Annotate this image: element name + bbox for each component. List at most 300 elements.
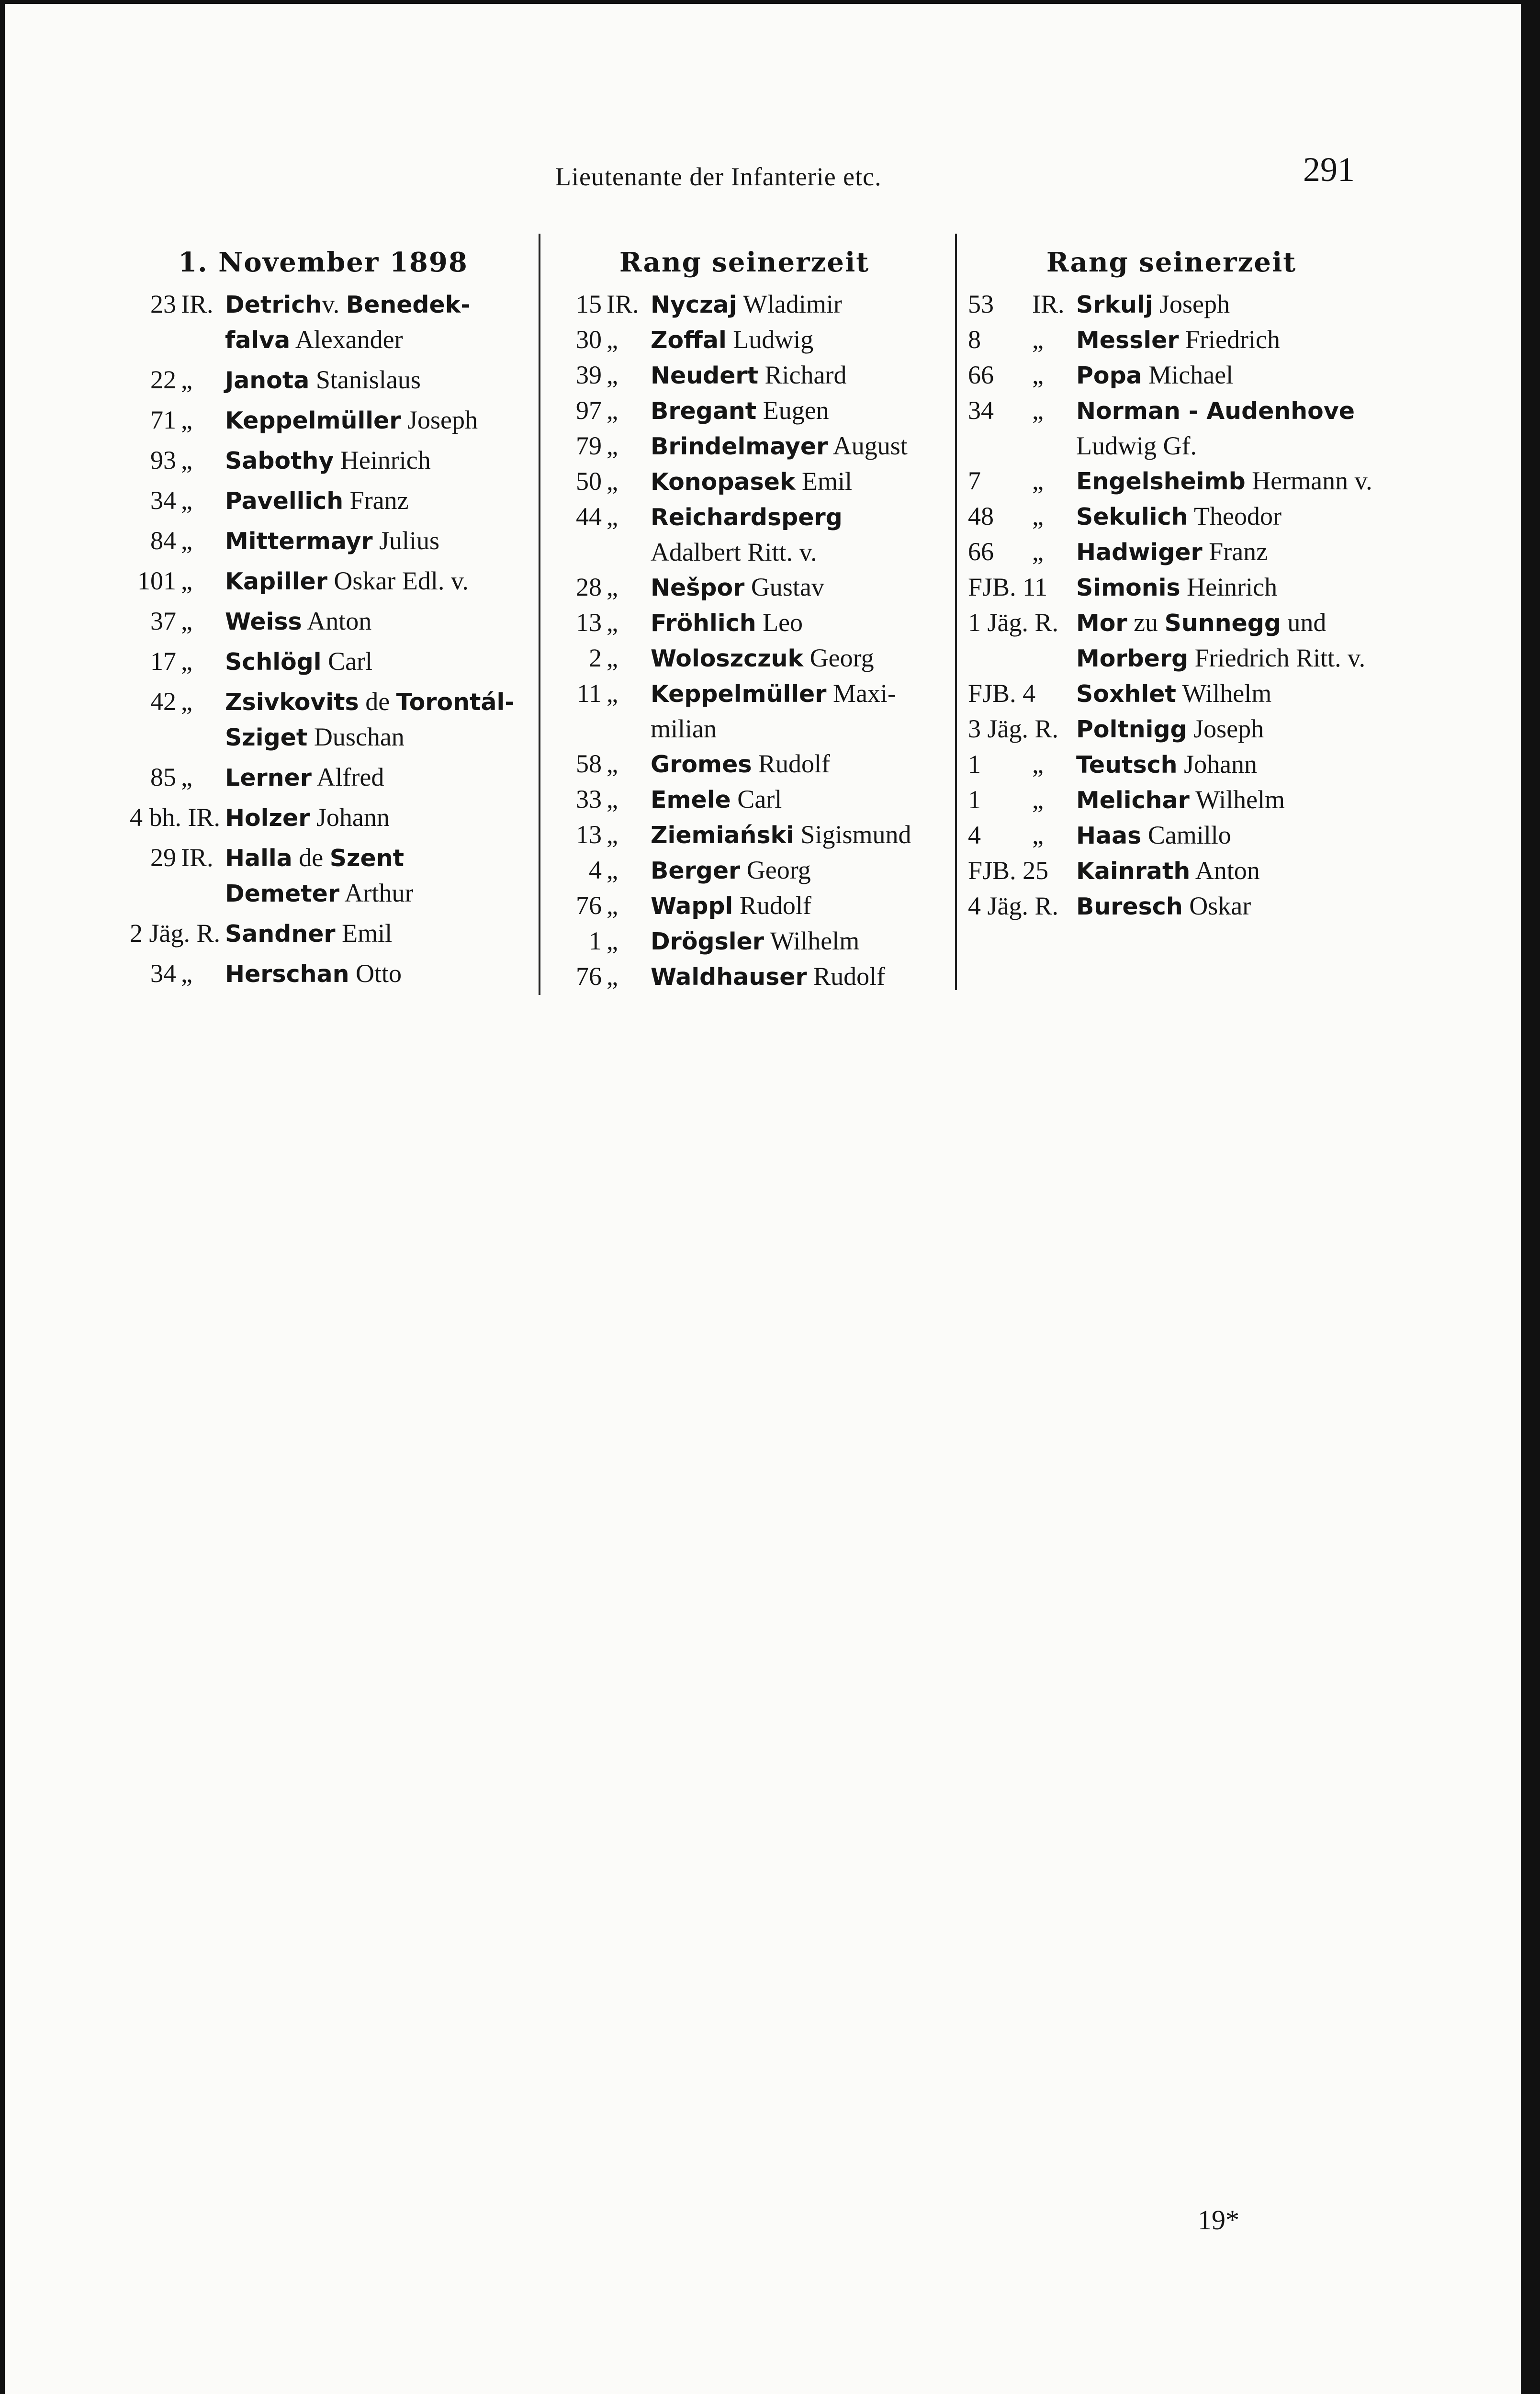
list-item [553,429,936,464]
entry-unit: IR. [181,843,214,872]
officer-given-name: Ludwig [726,325,814,354]
entry-rank: 34 [968,396,994,425]
entry-unit: „ [1032,821,1044,849]
entry-rank: 79 [576,431,602,460]
officer-given-name: Rudolf [752,749,831,778]
officer-surname: Norman - Audenhove [1076,397,1355,425]
list-item [968,393,1375,463]
officer-surname: Engelsheimb [1076,468,1246,495]
list-item [120,604,527,639]
officer-given-name: Emil [335,919,393,948]
entry-unit: „ [1032,361,1044,389]
entry-unit: „ [181,365,192,394]
entry-rank: 4 [589,856,602,884]
officer-given-name: Arthur [339,879,414,907]
list-item [553,570,936,605]
officer-surname: Sekulich [1076,503,1188,531]
entry-rank: 22 [150,365,176,394]
list-item [120,483,527,519]
column-heading: 1. November 1898 [178,247,468,278]
list-item [553,959,936,994]
list-item [968,499,1375,534]
officer-surname: Kapiller [225,568,327,595]
officer-surname: Ziemiański [651,822,794,849]
officer-surname: Mittermayr [225,528,373,555]
entry-rank: 37 [150,607,176,635]
entry-rank: FJB. 11 [968,573,1048,601]
officer-surname: Popa [1076,362,1142,389]
entry-unit: „ [181,959,192,988]
entry-rank: 84 [150,526,176,555]
entry-rank: 76 [576,962,602,991]
entry-rank: 34 [150,486,176,515]
list-item [120,644,527,679]
list-item [968,322,1375,358]
officer-surname: Detrich [225,291,322,318]
entry-name [225,564,527,599]
officer-given-name: Joseph [1153,290,1230,318]
list-item [968,534,1375,570]
entry-rank: 85 [150,763,176,791]
officer-given-name: Stanislaus [309,365,421,394]
list-item [120,362,527,398]
entry-name [225,403,527,438]
entry-unit: „ [607,431,618,460]
officer-given-name: Otto [349,959,402,988]
column-heading: Rang seinerzeit [619,247,870,278]
entry-unit: „ [607,749,618,778]
entry-name [1076,463,1375,499]
list-item [553,641,936,676]
list-item [120,916,527,951]
officer-given-name: de [359,687,396,716]
officer-surname: Sabothy [225,447,334,474]
entry-rank: 101 [137,566,176,595]
entry-unit: „ [181,647,192,676]
entry-unit: „ [607,891,618,920]
entry-rank: 13 [576,608,602,637]
officer-surname: Herschan [225,960,349,988]
entry-name [225,443,527,478]
entry-name [651,888,936,924]
entry-name [225,483,527,519]
officer-given-name: Georg [803,644,874,672]
officer-surname: Poltnigg [1076,716,1187,743]
list-item [120,956,527,992]
entry-unit: „ [1032,325,1044,354]
officer-surname: Waldhauser [651,963,807,991]
list-item [120,523,527,559]
list-item [553,782,936,817]
entry-name [651,570,936,605]
entry-name [225,840,527,911]
entry-name [651,499,936,570]
officer-surname: Bregant [651,397,757,425]
list-item [120,684,527,755]
entry-rank: 48 [968,502,994,531]
officer-surname: Keppelmüller [651,680,827,708]
officer-surname: Benedek-falva [225,291,471,354]
officer-given-name: Heinrich [1180,573,1278,601]
list-item [553,464,936,499]
officer-given-name: Ludwig Gf. [1076,431,1197,460]
entry-name [225,956,527,992]
officer-given-name: Oskar Edl. v. [327,566,469,595]
entry-rank: 42 [150,687,176,716]
entry-rank: 1 [589,926,602,955]
officer-given-name: Rudolf [733,891,811,920]
entry-name [1076,711,1375,747]
officer-given-name: Julius [372,526,440,555]
document-page [5,4,1521,2394]
entry-rank: 13 [576,820,602,849]
entry-name [1076,676,1375,711]
list-item [553,605,936,641]
entry-name [651,924,936,959]
entry-rank: 30 [576,325,602,354]
entry-rank: 29 [150,843,176,872]
column-rang-seinerzeit-2 [968,246,1375,924]
entry-rank: 23 [150,290,176,318]
officer-surname: Haas [1076,822,1142,849]
entry-rank: 76 [576,891,602,920]
officer-given-name: Theodor [1188,502,1281,531]
officer-given-name: Friedrich [1179,325,1280,354]
entry-name [225,684,527,755]
officer-surname: Zsivkovits [225,689,359,716]
entry-rank: 66 [968,537,994,566]
entry-name [651,287,936,322]
list-item [553,676,936,746]
officer-given-name: Wilhelm [764,926,860,955]
entry-rank: 2 [589,644,602,672]
officer-given-name: Carl [731,785,782,813]
entry-unit: „ [607,396,618,425]
entry-rank: 4 bh. IR. [130,803,220,832]
list-item [120,287,527,358]
officer-surname: Mor [1076,610,1127,637]
officer-surname: Kainrath [1076,858,1191,885]
list-item [968,676,1375,711]
officer-surname: Neudert [651,362,759,389]
officer-given-name: Carl [321,647,373,676]
entry-rank: 1 [968,785,981,814]
officer-surname: Pavellich [225,487,344,515]
officer-surname: Morberg [1076,645,1189,672]
entry-rank: 17 [150,647,176,676]
officer-given-name: Georg [740,856,811,884]
officer-surname: Brindelmayer [651,433,828,460]
officer-surname: Nyczaj [651,291,737,318]
entry-rank: 71 [150,406,176,434]
column-rang-seinerzeit-1 [553,246,936,994]
entry-name [651,322,936,358]
entry-rank: 4 [968,821,981,849]
officer-surname: Reichardsperg [651,504,843,531]
officer-given-name: Wladimir [737,290,842,318]
officer-surname: Konopasek [651,468,796,496]
entry-name [1076,322,1375,358]
officer-given-name: Joseph [401,406,478,434]
officer-surname: Berger [651,857,741,884]
officer-surname: Nešpor [651,574,745,601]
officer-surname: Hadwiger [1076,539,1203,566]
entry-unit: „ [181,446,192,474]
officer-given-name: Leo [756,608,803,637]
entry-name [651,959,936,994]
officer-given-name: Hermann v. [1245,466,1372,495]
entry-unit: „ [607,608,618,637]
list-item [968,570,1375,605]
entry-rank: 4 Jäg. R. [968,892,1058,920]
entry-unit: „ [607,644,618,672]
entry-unit: „ [607,502,618,531]
column-divider [955,234,957,990]
list-item [968,853,1375,889]
entry-name [225,916,527,951]
list-item [968,463,1375,499]
entry-unit: „ [1032,750,1044,779]
entry-unit: „ [1032,396,1044,425]
list-item [968,889,1375,924]
entry-rank: 11 [577,679,602,708]
entry-name [1076,570,1375,605]
officer-given-name: Anton [1190,856,1260,885]
printer-signature-mark: 19* [1198,2204,1239,2236]
entry-name [225,287,527,358]
officer-given-name: de [292,843,330,872]
officer-given-name: Franz [343,486,409,515]
entry-unit: „ [181,486,192,515]
entry-name [1076,358,1375,393]
list-item [968,711,1375,747]
officer-surname: Szent Demeter [225,845,405,907]
list-item [553,817,936,853]
entry-unit: „ [607,820,618,849]
officer-given-name: Alfred [311,763,384,791]
officer-given-name: Adalbert Ritt. v. [651,538,817,566]
list-item [120,760,527,795]
entry-rank: 44 [576,502,602,531]
entry-list [553,287,936,994]
entry-rank: 28 [576,573,602,601]
officer-given-name: Emil [795,467,852,496]
entry-rank: 1 [968,750,981,779]
entry-unit: „ [181,607,192,635]
entry-name [1076,889,1375,924]
entry-name [1076,747,1375,782]
officer-given-name: Eugen [756,396,829,425]
list-item [120,564,527,599]
officer-given-name: Richard [758,361,847,389]
entry-name [1076,287,1375,322]
list-item [553,287,936,322]
entry-unit: „ [181,566,192,595]
entry-unit: IR. [181,290,214,318]
officer-surname: Keppelmüller [225,407,401,434]
entry-unit: „ [181,763,192,791]
officer-given-name: Johann [310,803,390,832]
entry-rank: 66 [968,361,994,389]
entry-name [225,523,527,559]
page-number: 291 [1303,150,1355,189]
officer-surname: Weiss [225,608,302,635]
entry-name [225,800,527,836]
entry-list [120,287,527,992]
list-item [553,322,936,358]
entry-rank: 39 [576,361,602,389]
entry-unit: IR. [607,290,639,318]
entry-unit: „ [1032,502,1044,531]
entry-name [651,429,936,464]
officer-surname: Lerner [225,764,312,791]
officer-surname: Soxhlet [1076,680,1176,708]
officer-surname: Sandner [225,920,336,948]
officer-given-name: und [1281,608,1326,637]
entry-unit: „ [607,785,618,813]
entry-rank: 1 Jäg. R. [968,608,1058,637]
entry-name [1076,818,1375,853]
entry-unit: „ [607,573,618,601]
officer-surname: Zoffal [651,327,727,354]
entry-name [1076,605,1375,676]
entry-unit: „ [181,406,192,434]
list-item [968,782,1375,818]
list-item [553,393,936,429]
entry-rank: 15 [576,290,602,318]
officer-surname: Messler [1076,327,1179,354]
officer-surname: Holzer [225,804,310,832]
entry-rank: 50 [576,467,602,496]
list-item [120,403,527,438]
entry-name [651,746,936,782]
entry-rank: 53 [968,290,994,318]
officer-surname: Gromes [651,751,752,778]
officer-given-name: Gustav [744,573,824,601]
officer-given-name: zu [1127,608,1165,637]
officer-surname: Woloszczuk [651,645,804,672]
entry-list [968,287,1375,924]
officer-given-name: Johann [1177,750,1258,779]
officer-surname: Sunnegg [1164,610,1281,637]
entry-rank: 34 [150,959,176,988]
entry-unit: „ [607,962,618,991]
officer-given-name: Wilhelm [1176,679,1272,708]
entry-name [651,782,936,817]
list-item [968,818,1375,853]
entry-name [651,676,936,746]
entry-rank: 58 [576,749,602,778]
officer-given-name: Oskar [1182,892,1251,920]
officer-given-name: Alexander [290,325,403,354]
list-item [120,443,527,478]
column-divider [539,234,540,995]
entry-unit: „ [181,526,192,555]
entry-name [225,362,527,398]
entry-rank: 3 Jäg. R. [968,714,1058,743]
officer-surname: Buresch [1076,893,1183,920]
list-item [553,888,936,924]
officer-surname: Torontál-Sziget [225,689,515,751]
officer-given-name: Duschan [307,723,405,751]
entry-name [651,464,936,499]
entry-name [225,604,527,639]
entry-name [651,641,936,676]
entry-unit: „ [1032,537,1044,566]
officer-given-name: Wilhelm [1189,785,1285,814]
entry-unit: „ [607,926,618,955]
list-item [968,747,1375,782]
officer-surname: Fröhlich [651,610,756,637]
entry-name [651,393,936,429]
officer-given-name: Michael [1142,361,1234,389]
entry-name [651,853,936,888]
entry-name [1076,393,1375,463]
officer-given-name: Camillo [1141,821,1231,849]
officer-given-name: Heinrich [334,446,431,474]
entry-rank: FJB. 4 [968,679,1036,708]
entry-name [1076,853,1375,889]
entry-unit: „ [607,679,618,708]
officer-surname: Emele [651,786,731,813]
officer-surname: Janota [225,367,310,394]
list-item [553,746,936,782]
entry-unit: „ [181,687,192,716]
entry-name [225,760,527,795]
entry-unit: IR. [1032,290,1065,318]
list-item [553,499,936,570]
entry-unit: „ [607,361,618,389]
officer-given-name: Franz [1202,537,1268,566]
entry-name [1076,534,1375,570]
entry-rank: 7 [968,466,981,495]
list-item [968,605,1375,676]
entry-unit: „ [607,856,618,884]
entry-name [1076,499,1375,534]
entry-name [651,358,936,393]
entry-name [651,817,936,853]
list-item [968,287,1375,322]
officer-given-name: Maxi-milian [651,679,896,743]
entry-name [225,644,527,679]
list-item [120,840,527,911]
entry-unit: „ [607,325,618,354]
list-item [968,358,1375,393]
officer-surname: Srkulj [1076,291,1153,318]
officer-surname: Drögsler [651,928,764,955]
officer-given-name: v. [322,290,346,318]
officer-surname: Simonis [1076,574,1180,601]
list-item [553,924,936,959]
officer-surname: Halla [225,845,292,872]
officer-surname: Melichar [1076,787,1190,814]
list-item [553,358,936,393]
officer-surname: Teutsch [1076,751,1178,779]
officer-surname: Schlögl [225,648,322,676]
entry-name [651,605,936,641]
entry-unit: „ [1032,466,1044,495]
running-header: Lieutenante der Infanterie etc. [555,162,882,191]
entry-rank: 8 [968,325,981,354]
column-november-1898 [120,246,527,996]
list-item [120,800,527,836]
officer-given-name: Sigismund [794,820,911,849]
list-item [553,853,936,888]
officer-given-name: Friedrich Ritt. v. [1188,644,1366,672]
officer-given-name: Anton [302,607,372,635]
officer-given-name: Rudolf [807,962,886,991]
entry-unit: „ [607,467,618,496]
